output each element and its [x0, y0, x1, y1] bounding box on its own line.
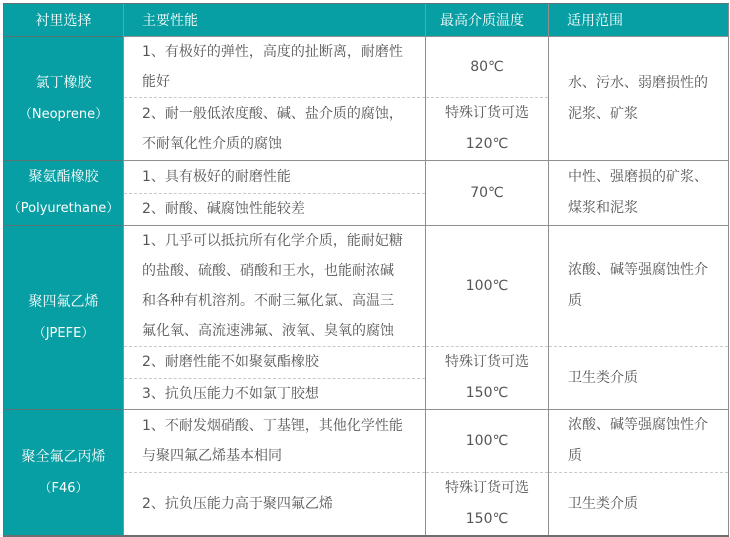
- temperature-line: 100℃: [465, 277, 509, 294]
- lining-name-cell: [4, 226, 124, 410]
- table-row: [4, 161, 729, 194]
- temperature-cell: [426, 226, 549, 347]
- lining-name-en: （Polyurethane）: [7, 201, 120, 216]
- header-row: [4, 4, 729, 37]
- performance-cell: 2、耐一般低浓度酸、碱、盐介质的腐蚀，不耐氧化性介质的腐蚀: [124, 98, 426, 161]
- application-cell: 中性、强磨损的矿浆、煤浆和泥浆: [549, 161, 729, 226]
- lining-name-cell: [4, 410, 124, 537]
- temperature-line: 150℃: [465, 511, 509, 527]
- table-row: [4, 410, 729, 473]
- temperature-line: 150℃: [465, 385, 509, 401]
- lining-name: 聚氨酯橡胶: [28, 169, 99, 185]
- table-row: [4, 37, 729, 98]
- temperature-line: 特殊订货可选: [445, 105, 529, 121]
- lining-name: 聚四氟乙烯: [28, 293, 99, 310]
- lining-name: 聚全氟乙丙烯: [21, 448, 106, 465]
- temperature-cell: [426, 473, 549, 537]
- application-cell: 水、污水、弱磨损性的泥浆、矿浆: [549, 37, 729, 161]
- lining-name-en: （JPEFE）: [32, 325, 95, 341]
- performance-cell: 2、耐磨性能不如聚氨酯橡胶: [124, 347, 426, 379]
- temperature-line: 120℃: [465, 136, 509, 152]
- performance-cell: 1、有极好的弹性，高度的扯断离，耐磨性能好: [124, 37, 426, 98]
- table-row: [4, 226, 729, 347]
- temperature-cell: [426, 410, 549, 473]
- temperature-line: 特殊订货可选: [445, 480, 529, 496]
- lining-selection-table: [3, 3, 729, 537]
- temperature-line: 70℃: [470, 184, 504, 201]
- temperature-cell: [426, 347, 549, 410]
- performance-cell: 1、几乎可以抵抗所有化学介质，能耐妃糖的盐酸、硫酸、硝酸和王水，也能耐浓碱和各种有机溶剂。不耐三氟化氯、高温三氟化氧、高流速沸氟、液氧、臭氧的腐蚀: [124, 226, 426, 347]
- temperature-cell: [426, 37, 549, 98]
- lining-name-en: （F46）: [38, 480, 89, 496]
- performance-cell: 1、不耐发烟硝酸、丁基锂，其他化学性能与聚四氟乙烯基本相同: [124, 410, 426, 473]
- temperature-line: 特殊订货可选: [445, 354, 529, 370]
- performance-cell: 1、具有极好的耐磨性能: [124, 161, 426, 194]
- col-header-temperature: 最高介质温度: [426, 4, 549, 37]
- lining-name-cell: [4, 37, 124, 161]
- application-cell: 卫生类介质: [549, 347, 729, 410]
- temperature-line: 100℃: [465, 432, 509, 449]
- application-cell: 卫生类介质: [549, 473, 729, 537]
- lining-name-en: （Neoprene）: [18, 106, 109, 122]
- col-header-performance: 主要性能: [124, 4, 426, 37]
- col-header-lining: 衬里选择: [4, 4, 124, 37]
- temperature-cell: [426, 98, 549, 161]
- performance-cell: 2、抗负压能力高于聚四氟乙烯: [124, 473, 426, 537]
- temperature-line: 80℃: [470, 58, 504, 75]
- performance-cell: 2、耐酸、碱腐蚀性能较差: [124, 193, 426, 226]
- lining-name: 氯丁橡胶: [35, 74, 92, 91]
- col-header-application: 适用范围: [549, 4, 729, 37]
- lining-name-cell: [4, 161, 124, 226]
- application-cell: 浓酸、碱等强腐蚀性介质: [549, 410, 729, 473]
- temperature-cell: [426, 161, 549, 226]
- performance-cell: 3、抗负压能力不如氯丁胶想: [124, 378, 426, 410]
- application-cell: 浓酸、碱等强腐蚀性介质: [549, 226, 729, 347]
